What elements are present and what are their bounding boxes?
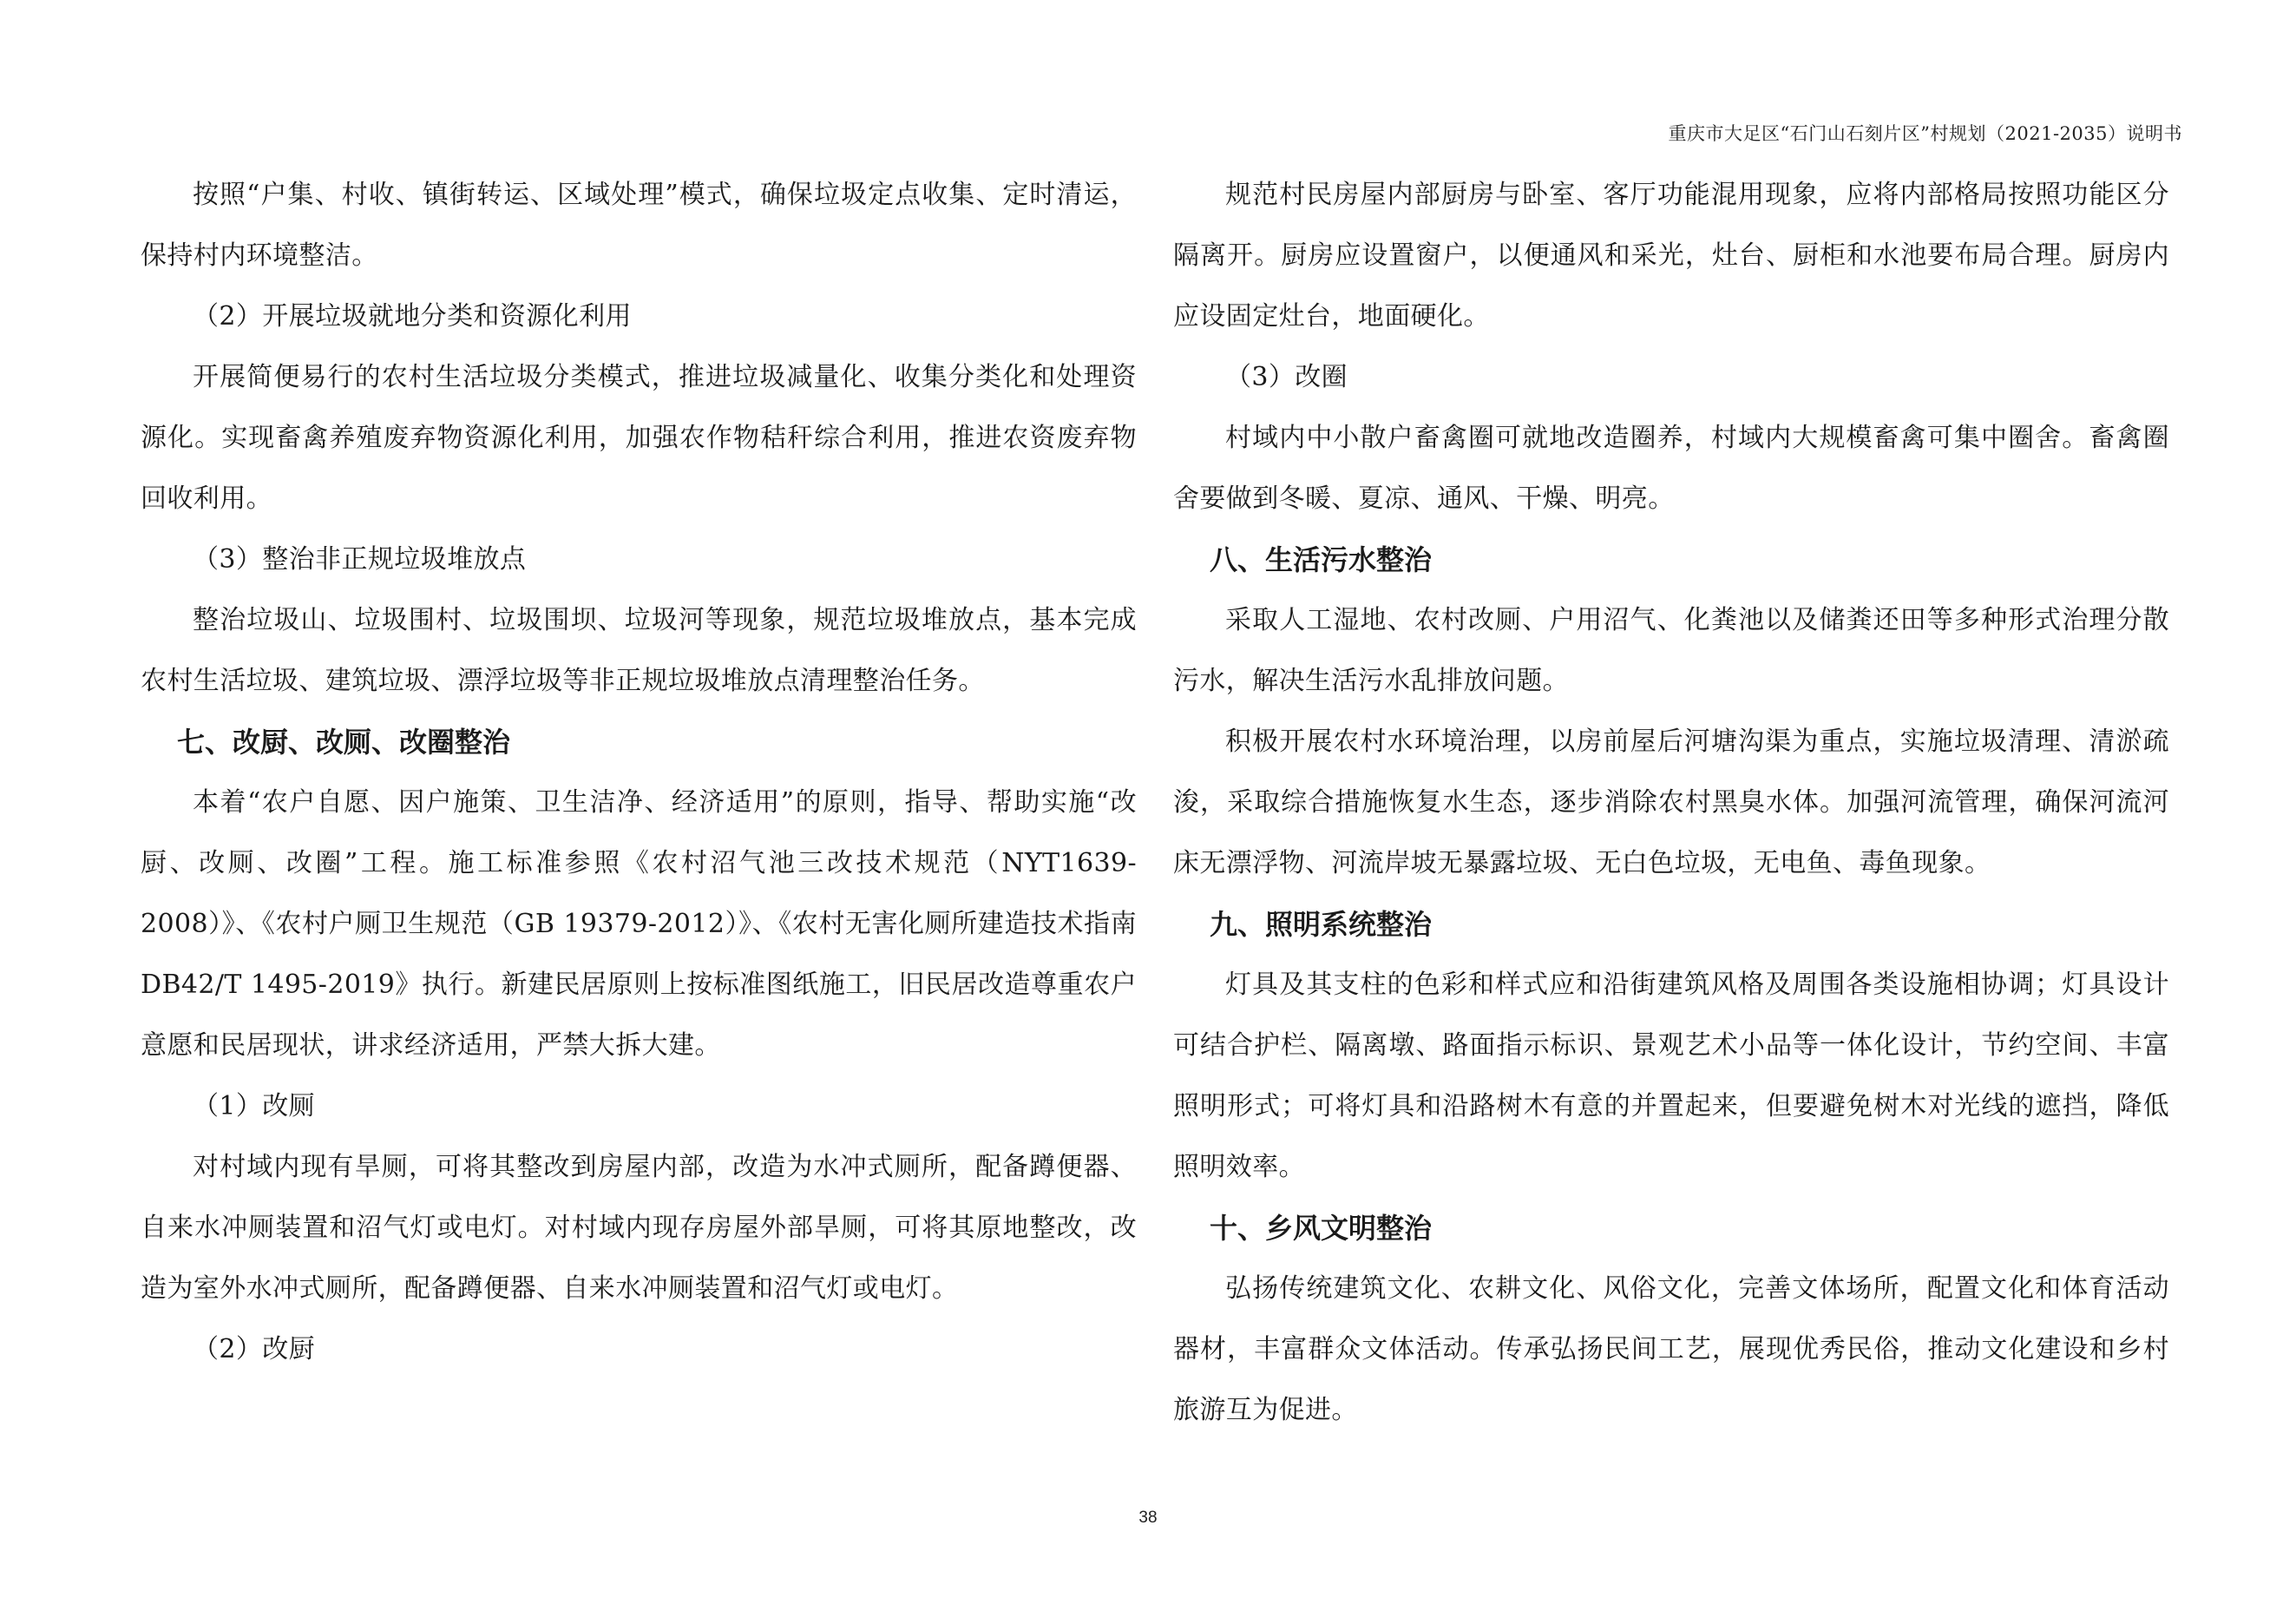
paragraph: 村域内中小散户畜禽圈可就地改造圈养，村域内大规模畜禽可集中圈舍。畜禽圈舍要做到冬暖、夏凉、通风、干燥、明亮。	[1173, 423, 2169, 514]
left-column	[141, 165, 1137, 1380]
section-heading: 七、改厨、改厕、改圈整治	[177, 726, 511, 759]
paragraph: 弘扬传统建筑文化、农耕文化、风俗文化，完善文体场所，配置文化和体育活动器材，丰富群众文体活动。传承弘扬民间工艺，展现优秀民俗，推动文化建设和乡村旅游互为促进。	[1173, 1273, 2169, 1425]
section-heading: 十、乡风文明整治	[1210, 1212, 1433, 1245]
paragraph: 按照“户集、村收、镇街转运、区域处理”模式，确保垃圾定点收集、定时清运，保持村内环境整洁。	[141, 180, 1137, 271]
paragraph: 采取人工湿地、农村改厕、户用沼气、化粪池以及储粪还田等多种形式治理分散污水，解决生活污水乱排放问题。	[1173, 605, 2169, 696]
subheading: （2）开展垃圾就地分类和资源化利用	[193, 301, 632, 332]
section-heading: 九、照明系统整治	[1210, 908, 1433, 941]
subheading: （1）改厕	[193, 1091, 316, 1121]
document-header: 重庆市大足区“石门山石刻片区”村规划（2021-2035）说明书	[1668, 123, 2182, 144]
paragraph: 灯具及其支柱的色彩和样式应和沿街建筑风格及周围各类设施相协调；灯具设计可结合护栏、隔离墩、路面指示标识、景观艺术小品等一体化设计，节约空间、丰富照明形式；可将灯具和沿路树木有意的并置起来，但要避免树木对光线的遮挡，降低照明效率。	[1173, 970, 2169, 1182]
subheading: （2）改厨	[193, 1334, 316, 1364]
subheading: （3）改圈	[1225, 362, 1348, 392]
paragraph: 本着“农户自愿、因户施策、卫生洁净、经济适用”的原则，指导、帮助实施“改厨、改厕、改圈”工程。施工标准参照《农村沼气池三改技术规范（NYT1639-2008）》、《农村户厕卫生规范（GB 19379-2012）》、《农村无害化厕所建造技术指南 DB42/T 1495-2019》执行。新建民居原则上按标准图纸施工，旧民居改造尊重农户意愿和民居现状，讲求经济适用，严禁大拆大建。	[141, 787, 1137, 1061]
page-number: 38	[1138, 1509, 1158, 1527]
section-heading: 八、生活污水整治	[1210, 543, 1433, 576]
paragraph: 整治垃圾山、垃圾围村、垃圾围坝、垃圾河等现象，规范垃圾堆放点，基本完成农村生活垃圾、建筑垃圾、漂浮垃圾等非正规垃圾堆放点清理整治任务。	[141, 605, 1137, 696]
subheading: （3）整治非正规垃圾堆放点	[193, 544, 527, 575]
paragraph: 开展简便易行的农村生活垃圾分类模式，推进垃圾减量化、收集分类化和处理资源化。实现畜禽养殖废弃物资源化利用，加强农作物秸秆综合利用，推进农资废弃物回收利用。	[141, 362, 1137, 514]
paragraph: 规范村民房屋内部厨房与卧室、客厅功能混用现象，应将内部格局按照功能区分隔离开。厨房应设置窗户，以便通风和采光，灶台、厨柜和水池要布局合理。厨房内应设固定灶台，地面硬化。	[1173, 180, 2169, 332]
right-column	[1173, 165, 2169, 1441]
paragraph: 积极开展农村水环境治理，以房前屋后河塘沟渠为重点，实施垃圾清理、清淤疏浚，采取综合措施恢复水生态，逐步消除农村黑臭水体。加强河流管理，确保河流河床无漂浮物、河流岸坡无暴露垃圾、无白色垃圾，无电鱼、毒鱼现象。	[1173, 727, 2169, 878]
paragraph: 对村域内现有旱厕，可将其整改到房屋内部，改造为水冲式厕所，配备蹲便器、自来水冲厕装置和沼气灯或电灯。对村域内现存房屋外部旱厕，可将其原地整改，改造为室外水冲式厕所，配备蹲便器、自来水冲厕装置和沼气灯或电灯。	[141, 1152, 1137, 1304]
